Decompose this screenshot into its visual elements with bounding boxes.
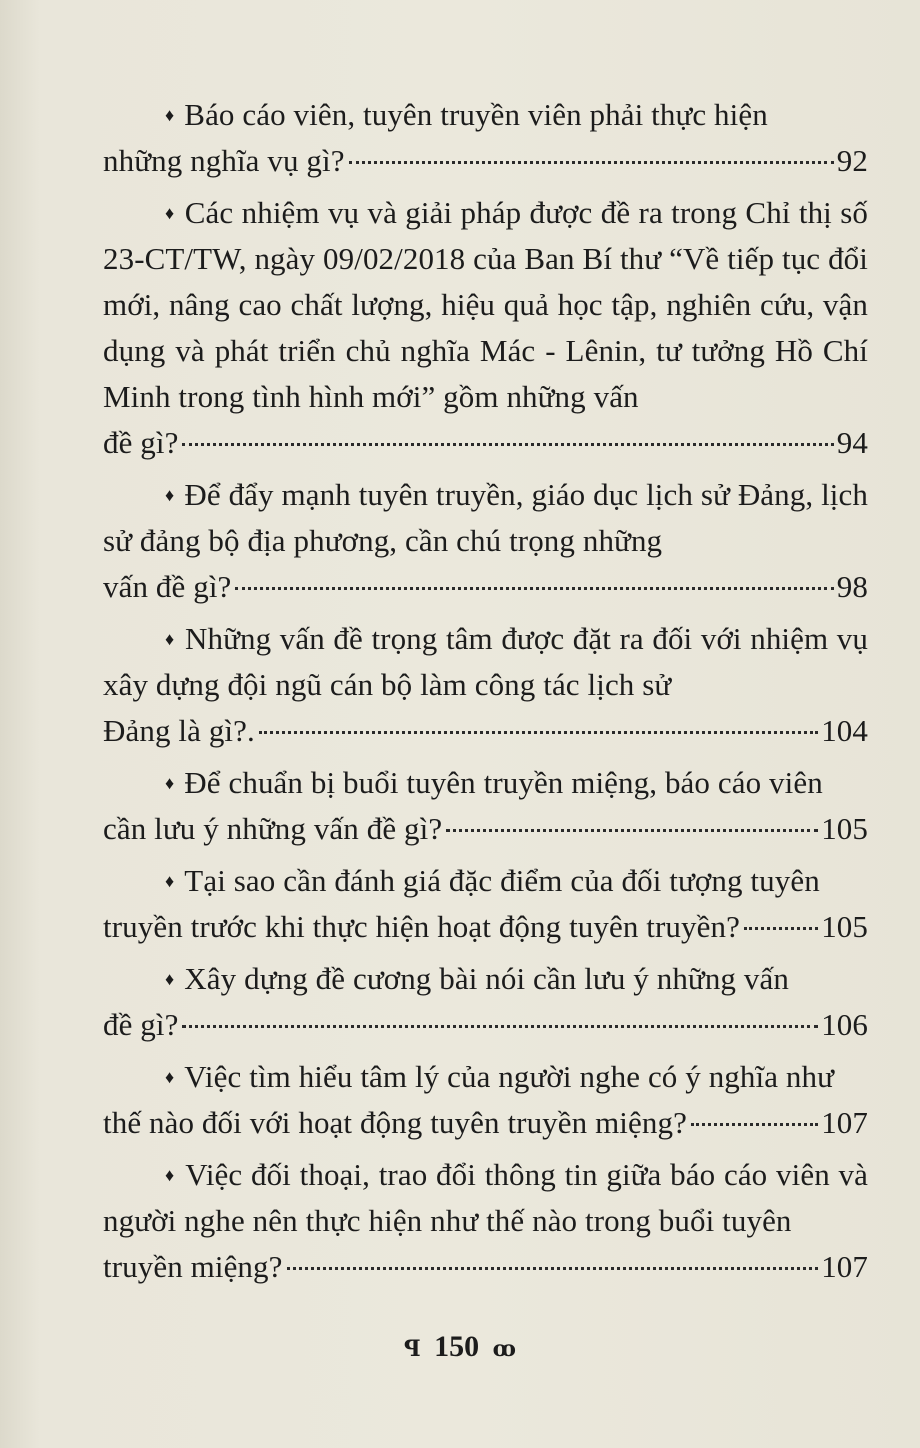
- diamond-bullet-icon: ♦: [165, 1067, 175, 1087]
- entry-text: Các nhiệm vụ và giải pháp được đề ra trong Chỉ thị số 23-CT/TW, ngày 09/02/2018 của Ban Bí thư “Về tiếp tục đổi mới, nâng cao chất lượng, hiệu quả học tập, nghiên cứu, vận dụng và phát triển chủ nghĩa Mác - Lênin, tư tưởng Hồ Chí Minh trong tình hình mới” gồm những vấn: [103, 195, 868, 414]
- dot-leader: [287, 1267, 819, 1270]
- page-footer: [0, 1330, 920, 1364]
- toc-entry: [103, 472, 868, 610]
- entry-last-line: [103, 138, 868, 184]
- diamond-bullet-icon: ♦: [165, 629, 176, 649]
- entry-text: Tại sao cần đánh giá đặc điểm của đối tượng tuyên: [184, 863, 820, 898]
- entry-page-number: 92: [836, 143, 868, 178]
- entry-page-number: 107: [821, 1249, 868, 1284]
- right-ornament-icon: ꝏ: [492, 1336, 516, 1361]
- entry-text: Việc tìm hiểu tâm lý của người nghe có ý nghĩa như: [184, 1059, 835, 1094]
- entry-last-line: [103, 904, 868, 950]
- entry-text: Để chuẩn bị buổi tuyên truyền miệng, báo cáo viên: [184, 765, 823, 800]
- entry-text: Để đẩy mạnh tuyên truyền, giáo dục lịch sử Đảng, lịch sử đảng bộ địa phương, cần chú trọng những: [103, 477, 868, 558]
- dot-leader: [744, 927, 818, 930]
- diamond-bullet-icon: ♦: [165, 105, 175, 125]
- page-number: 150: [434, 1330, 480, 1363]
- entry-last-line: [103, 420, 868, 466]
- dot-leader: [259, 731, 818, 734]
- entry-last-line: [103, 1244, 868, 1290]
- entry-tail: vấn đề gì?: [103, 569, 232, 604]
- diamond-bullet-icon: ♦: [165, 871, 175, 891]
- toc-entry: [103, 1152, 868, 1290]
- entry-tail: những nghĩa vụ gì?: [103, 143, 345, 178]
- entry-text: Những vấn đề trọng tâm được đặt ra đối với nhiệm vụ xây dựng đội ngũ cán bộ làm công tác lịch sử: [103, 621, 868, 702]
- entry-text: Việc đối thoại, trao đổi thông tin giữa báo cáo viên và người nghe nên thực hiện như thế nào trong buổi tuyên: [103, 1157, 868, 1238]
- left-ornament-icon: ꟼ: [404, 1336, 421, 1361]
- entry-tail: cần lưu ý những vấn đề gì?: [103, 811, 443, 846]
- dot-leader: [349, 161, 834, 164]
- toc-entry: [103, 190, 868, 466]
- toc-entry: [103, 760, 868, 852]
- diamond-bullet-icon: ♦: [165, 1165, 176, 1185]
- entry-page-number: 105: [821, 811, 868, 846]
- toc-entry: [103, 92, 868, 184]
- dot-leader: [235, 587, 833, 590]
- dot-leader: [182, 1025, 818, 1028]
- toc-entry: [103, 616, 868, 754]
- entry-tail: đề gì?: [103, 425, 179, 460]
- toc-entry: [103, 858, 868, 950]
- entry-tail: Đảng là gì?.: [103, 713, 255, 748]
- entry-text: Báo cáo viên, tuyên truyền viên phải thực hiện: [184, 97, 768, 132]
- entry-page-number: 105: [821, 909, 868, 944]
- dot-leader: [182, 443, 833, 446]
- entry-page-number: 104: [821, 713, 868, 748]
- diamond-bullet-icon: ♦: [165, 969, 175, 989]
- entry-tail: thế nào đối với hoạt động tuyên truyền miệng?: [103, 1105, 687, 1140]
- entry-tail: truyền trước khi thực hiện hoạt động tuyên truyền?: [103, 909, 740, 944]
- entry-last-line: [103, 564, 868, 610]
- entry-page-number: 106: [821, 1007, 868, 1042]
- entry-tail: đề gì?: [103, 1007, 179, 1042]
- toc-entry: [103, 1054, 868, 1146]
- entry-page-number: 98: [836, 569, 868, 604]
- table-of-contents: [103, 92, 868, 1296]
- entry-last-line: [103, 708, 868, 754]
- entry-tail: truyền miệng?: [103, 1249, 283, 1284]
- diamond-bullet-icon: ♦: [165, 203, 175, 223]
- diamond-bullet-icon: ♦: [165, 773, 175, 793]
- entry-page-number: 94: [836, 425, 868, 460]
- dot-leader: [446, 829, 818, 832]
- entry-last-line: [103, 806, 868, 852]
- dot-leader: [691, 1123, 818, 1126]
- toc-entry: [103, 956, 868, 1048]
- entry-text: Xây dựng đề cương bài nói cần lưu ý những vấn: [184, 961, 789, 996]
- entry-last-line: [103, 1002, 868, 1048]
- entry-last-line: [103, 1100, 868, 1146]
- entry-page-number: 107: [821, 1105, 868, 1140]
- diamond-bullet-icon: ♦: [165, 485, 175, 505]
